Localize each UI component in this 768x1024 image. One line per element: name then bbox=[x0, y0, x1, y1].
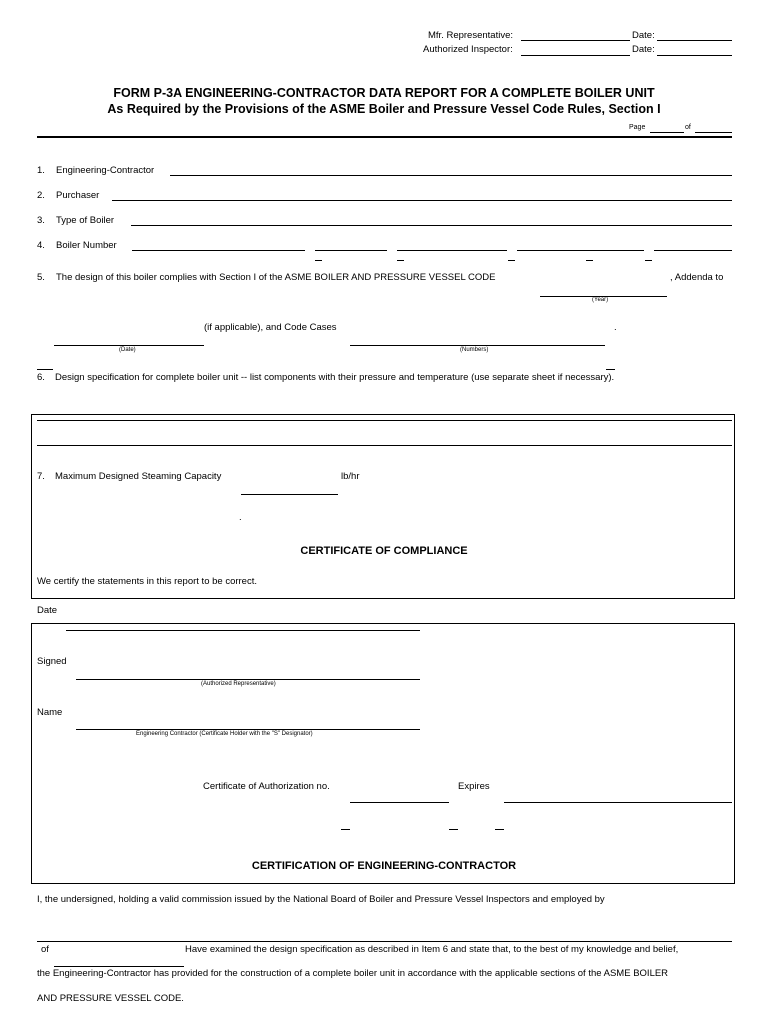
mfr-date-field[interactable] bbox=[657, 40, 732, 41]
certification-line-2: Have examined the design specification as described in Item 6 and state that, to the best of my knowledge and belief, bbox=[185, 944, 679, 955]
item-7-number: 7. bbox=[37, 471, 45, 482]
purchaser-label: Purchaser bbox=[56, 190, 100, 201]
certification-line-1: I, the undersigned, holding a valid commission issued by the National Board of Boiler and Pressure Vessel Inspectors and employed by bbox=[37, 894, 605, 905]
dash-mark bbox=[341, 829, 350, 830]
mfr-representative-label: Mfr. Representative: bbox=[428, 30, 514, 41]
dash-mark bbox=[315, 260, 322, 261]
inspector-date-label: Date: bbox=[632, 44, 655, 55]
year-caption: (Year) bbox=[592, 297, 609, 303]
boiler-number-label: Boiler Number bbox=[56, 240, 117, 251]
mfr-date-label: Date: bbox=[632, 30, 655, 41]
mfr-representative-field[interactable] bbox=[521, 40, 630, 41]
item-4-number: 4. bbox=[37, 240, 45, 251]
engineering-contractor-caption: Engineering Contractor (Certificate Holder with the "S" Designator) bbox=[136, 731, 313, 737]
of-label: of bbox=[41, 944, 49, 955]
authorized-inspector-field[interactable] bbox=[521, 55, 630, 56]
numbers-caption: (Numbers) bbox=[460, 347, 489, 353]
code-cases-label: (if applicable), and Code Cases bbox=[204, 322, 337, 333]
dash-mark bbox=[495, 829, 504, 830]
inspector-date-field[interactable] bbox=[657, 55, 732, 56]
signature-field[interactable] bbox=[76, 679, 420, 680]
item-6-number: 6. bbox=[37, 372, 45, 383]
compliance-date-label: Date bbox=[37, 605, 58, 616]
certificate-of-authorization-label: Certificate of Authorization no. bbox=[203, 781, 330, 792]
steaming-capacity-label: Maximum Designed Steaming Capacity bbox=[55, 471, 222, 482]
signed-label: Signed bbox=[37, 656, 67, 667]
name-field[interactable] bbox=[76, 729, 420, 730]
certification-line-4: AND PRESSURE VESSEL CODE. bbox=[37, 993, 184, 1004]
employer-location-field[interactable] bbox=[54, 966, 184, 967]
page-total-field[interactable] bbox=[695, 132, 732, 133]
item-3-number: 3. bbox=[37, 215, 45, 226]
dash-mark bbox=[606, 369, 615, 370]
page-label: Page bbox=[629, 124, 646, 131]
addenda-date-field[interactable] bbox=[54, 345, 204, 346]
certification-heading: CERTIFICATION OF ENGINEERING-CONTRACTOR bbox=[251, 860, 517, 872]
expires-field[interactable] bbox=[504, 802, 732, 803]
of-label: of bbox=[685, 124, 691, 131]
certify-statement: We certify the statements in this report to be correct. bbox=[37, 576, 257, 587]
addenda-label: , Addenda to bbox=[670, 272, 724, 283]
item-1-number: 1. bbox=[37, 165, 45, 176]
steaming-capacity-unit: lb/hr bbox=[341, 471, 360, 482]
engineering-contractor-field[interactable] bbox=[170, 175, 732, 176]
item-5-number: 5. bbox=[37, 272, 45, 283]
code-compliance-text: The design of this boiler complies with Section I of the ASME BOILER AND PRESSURE VESSEL CODE bbox=[56, 272, 496, 283]
dash-mark bbox=[449, 829, 458, 830]
purchaser-field[interactable] bbox=[112, 200, 732, 201]
name-label: Name bbox=[37, 707, 63, 718]
compliance-signature-box bbox=[31, 623, 735, 884]
boiler-number-field-4[interactable] bbox=[517, 250, 644, 251]
boiler-number-field-3[interactable] bbox=[397, 250, 507, 251]
design-specification-box bbox=[31, 414, 735, 599]
dash-mark bbox=[645, 260, 652, 261]
form-subtitle: As Required by the Provisions of the ASME Boiler and Pressure Vessel Code Rules, Section I bbox=[107, 102, 661, 116]
date-caption: (Date) bbox=[119, 347, 136, 353]
type-of-boiler-label: Type of Boiler bbox=[56, 215, 115, 226]
type-of-boiler-field[interactable] bbox=[131, 225, 732, 226]
period-mark: . bbox=[239, 512, 242, 523]
page-number-field[interactable] bbox=[650, 132, 684, 133]
dash-mark bbox=[508, 260, 515, 261]
dash-mark bbox=[586, 260, 593, 261]
authorized-inspector-label: Authorized Inspector: bbox=[423, 44, 513, 55]
steaming-capacity-field[interactable] bbox=[241, 494, 338, 495]
code-cases-field[interactable] bbox=[350, 345, 605, 346]
period-mark: . bbox=[614, 322, 617, 333]
dash-mark bbox=[37, 369, 53, 370]
compliance-date-field[interactable] bbox=[66, 630, 420, 631]
certificate-number-field[interactable] bbox=[350, 802, 449, 803]
authorized-representative-caption: (Authorized Representative) bbox=[201, 681, 276, 687]
certificate-of-compliance-heading: CERTIFICATE OF COMPLIANCE bbox=[300, 545, 468, 557]
design-spec-line-2[interactable] bbox=[37, 445, 732, 446]
item-2-number: 2. bbox=[37, 190, 45, 201]
expires-label: Expires bbox=[458, 781, 490, 792]
design-spec-line-1[interactable] bbox=[37, 420, 732, 421]
form-title: FORM P-3A ENGINEERING-CONTRACTOR DATA REPORT FOR A COMPLETE BOILER UNIT bbox=[113, 86, 655, 100]
engineering-contractor-label: Engineering-Contractor bbox=[56, 165, 155, 176]
title-rule bbox=[37, 136, 732, 138]
design-specification-text: Design specification for complete boiler unit -- list components with their pressure and temperature (use separate sheet if necessary). bbox=[55, 372, 615, 383]
boiler-number-field-1[interactable] bbox=[132, 250, 305, 251]
boiler-number-field-2[interactable] bbox=[315, 250, 387, 251]
boiler-number-field-5[interactable] bbox=[654, 250, 732, 251]
dash-mark bbox=[397, 260, 404, 261]
employer-field[interactable] bbox=[37, 941, 732, 942]
certification-line-3: the Engineering-Contractor has provided for the construction of a complete boiler unit in accordance with the applicable sections of the ASME BOILER bbox=[37, 968, 669, 979]
